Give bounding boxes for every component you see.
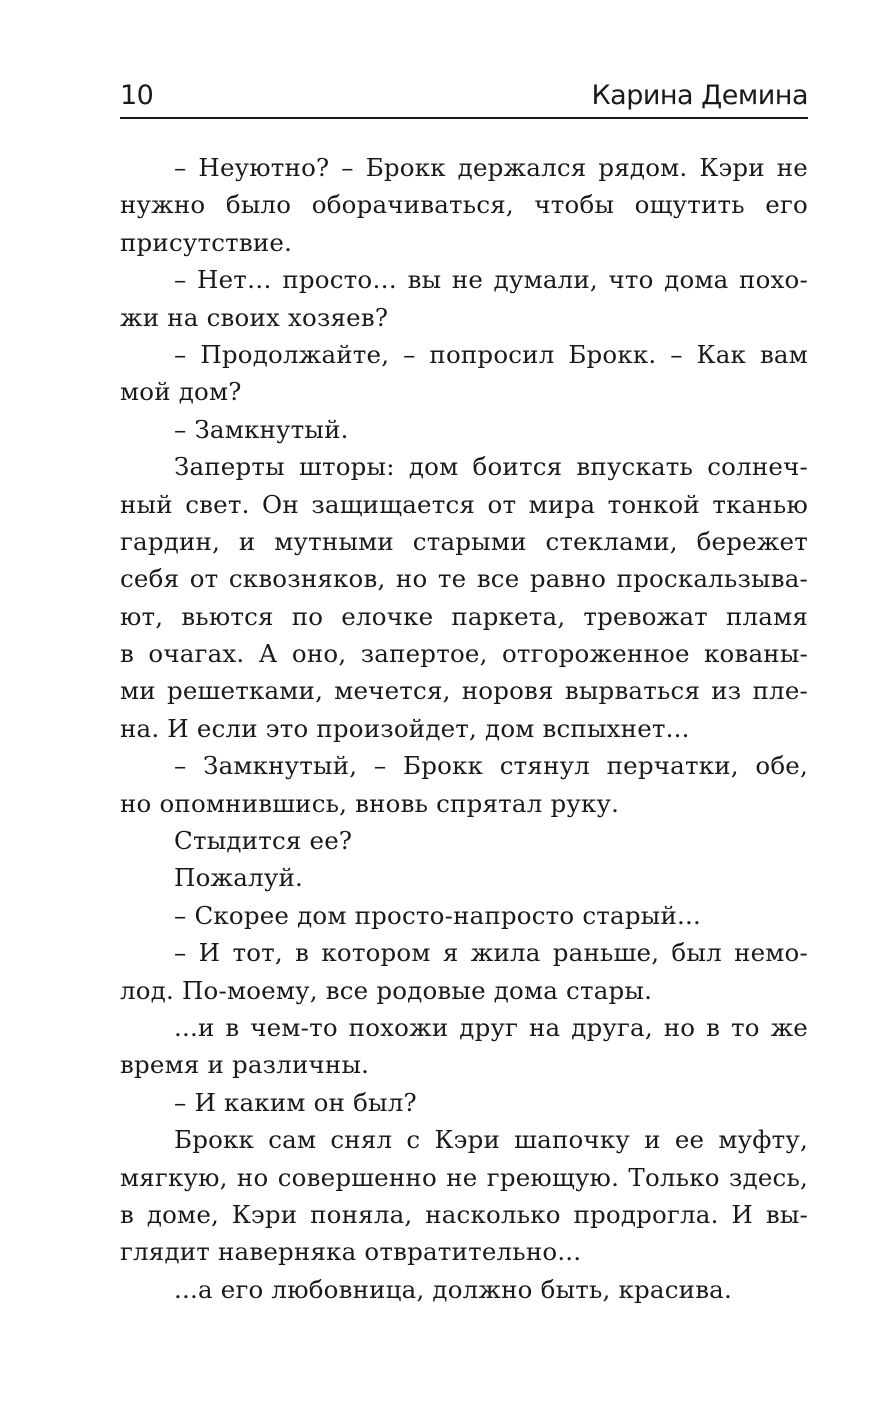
text-line: лод. По-моему, все родовые дома стары.: [120, 975, 653, 1005]
text-line: ный свет. Он защищается от мира тонкой тканью: [120, 489, 808, 519]
running-header: [120, 78, 808, 118]
text-line: время и различны.: [120, 1050, 370, 1080]
text-line: – Неуютно? – Брокк держался рядом. Кэри не: [174, 153, 808, 182]
text-line: ют, вьются по елочке паркета, тревожат пламя: [120, 601, 808, 631]
text-line: ...и в чем-то похожи друг на друга, но в то же: [174, 1012, 808, 1042]
text-line: присутствие.: [120, 227, 293, 257]
text-line: Брокк сам снял с Кэри шапочку и ее муфту,: [174, 1125, 808, 1155]
text-line: Стыдится ее?: [174, 826, 353, 856]
text-line: – Замкнутый.: [174, 414, 349, 444]
text-line: – Продолжайте, – попросил Брокк. – Как вам: [174, 339, 808, 369]
text-line: мягкую, но совершенно не греющую. Только здесь,: [120, 1162, 808, 1192]
text-line: но опомнившись, вновь спрятал руку.: [120, 788, 620, 818]
text-line: – И каким он был?: [174, 1087, 417, 1117]
text-line: гардин, и мутными старыми стеклами, бережет: [120, 526, 808, 556]
text-line: в доме, Кэри поняла, насколько продрогла. И вы-: [120, 1199, 808, 1229]
text-line: нужно было оборачиваться, чтобы ощутить его: [120, 190, 808, 220]
page-number: 10: [120, 80, 154, 111]
text-line: ...а его любовница, должно быть, красива.: [174, 1274, 732, 1304]
text-line: – Скорее дом просто-напросто старый...: [174, 900, 701, 930]
text-line: жи на своих хозяев?: [120, 302, 389, 332]
text-line: Заперты шторы: дом боится впускать солнеч-: [174, 452, 808, 482]
text-line: себя от сквозняков, но те все равно проскальзыва-: [120, 564, 808, 594]
header-rule: [120, 117, 808, 119]
text-line: глядит наверняка отвратительно...: [120, 1237, 582, 1267]
text-line: мой дом?: [120, 377, 242, 407]
text-line: Пожалуй.: [174, 863, 303, 893]
running-head-author: Карина Демина: [591, 80, 808, 111]
text-line: – Нет… просто… вы не думали, что дома похо-: [174, 265, 808, 295]
text-line: – И тот, в котором я жила раньше, был немо-: [174, 938, 808, 968]
body-text: [120, 149, 808, 1308]
text-line: ми решетками, мечется, норовя вырваться из пле-: [120, 676, 808, 706]
text-line: в очагах. А оно, запертое, отгороженное кованы-: [120, 639, 808, 669]
text-line: на. И если это произойдет, дом вспыхнет...: [120, 713, 690, 743]
text-line: – Замкнутый, – Брокк стянул перчатки, обе,: [174, 751, 808, 781]
